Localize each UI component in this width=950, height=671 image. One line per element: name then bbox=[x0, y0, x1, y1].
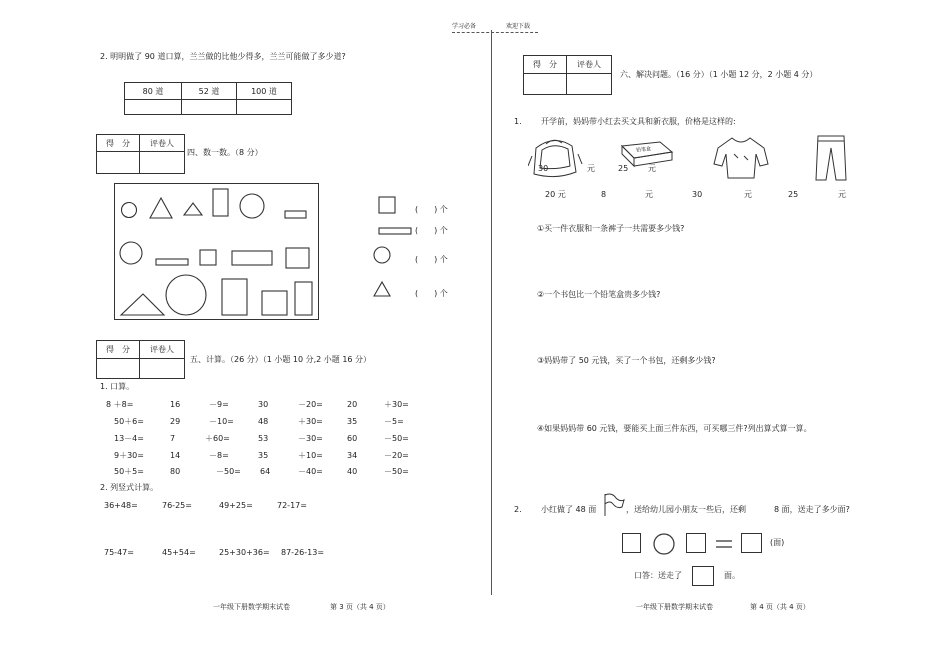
left-q2-text: 2. 明明做了 90 道口算，兰兰做的比他少得多，兰兰可能做了多少道? bbox=[100, 52, 346, 61]
oral-item: －20= bbox=[384, 451, 409, 460]
header-left: 学习必备 bbox=[452, 23, 477, 30]
oral-label: 1. 口算。 bbox=[100, 382, 135, 391]
oral-item: 16 bbox=[170, 400, 181, 409]
price-unit: 元 bbox=[744, 190, 752, 199]
right-q2-number: 2. bbox=[514, 505, 522, 514]
square-shape bbox=[200, 250, 216, 265]
option-cell: 100 道 bbox=[237, 83, 292, 100]
price-unit: 元 bbox=[645, 190, 653, 199]
right-q2-text-b: ，送给幼儿园小朋友一些后，还剩 bbox=[626, 505, 746, 514]
grader-label: 评卷人 bbox=[567, 56, 612, 74]
count-blank-square[interactable]: ( ) 个 bbox=[415, 205, 448, 214]
oral-item: 35 bbox=[258, 451, 269, 460]
triangle-shape bbox=[150, 198, 172, 218]
equation-blank[interactable] bbox=[622, 533, 641, 553]
circle-shape bbox=[122, 203, 137, 218]
pants-icon bbox=[812, 134, 850, 182]
right-q2-text-c: 8 面，送走了多少面? bbox=[774, 505, 850, 514]
oral-item: 29 bbox=[170, 417, 181, 426]
count-blank-triangle[interactable]: ( ) 个 bbox=[415, 289, 448, 298]
oral-item: －9= bbox=[209, 400, 229, 409]
equation-blank[interactable] bbox=[686, 533, 706, 553]
score-table-sec6 bbox=[523, 55, 612, 95]
score-cell[interactable] bbox=[524, 74, 567, 95]
equation-circle-blank[interactable] bbox=[652, 532, 676, 556]
vertical-item: 76-25= bbox=[162, 501, 192, 510]
equals-sign-icon bbox=[714, 538, 734, 550]
oral-item: 53 bbox=[258, 434, 269, 443]
option-cell: 80 道 bbox=[125, 83, 182, 100]
oral-item: －50= bbox=[384, 467, 409, 476]
right-footer-title: 一年级下册数学期末试卷 bbox=[636, 603, 713, 611]
oral-item: 60 bbox=[347, 434, 358, 443]
price-value: 20 元 bbox=[545, 190, 566, 199]
header-rule bbox=[452, 32, 538, 33]
oral-item: 7 bbox=[170, 434, 176, 443]
score-table-sec5 bbox=[96, 340, 185, 379]
vertical-item: 25+30+36= bbox=[219, 548, 270, 557]
oral-item: ＋30= bbox=[384, 400, 409, 409]
triangle-icon bbox=[374, 282, 390, 296]
price-unit: 元 bbox=[838, 190, 846, 199]
oral-item: 8 ＋8= bbox=[106, 400, 134, 409]
price-mark: 元 bbox=[648, 164, 656, 173]
right-q1-text: 开学前，妈妈带小红去买文具和新衣服，价格是这样的: bbox=[541, 117, 736, 126]
oral-item: 9＋30= bbox=[114, 451, 144, 460]
right-q1-number: 1. bbox=[514, 117, 522, 126]
vertical-item: 72-17= bbox=[277, 501, 307, 510]
circle-shape bbox=[166, 275, 206, 315]
oral-item: －40= bbox=[298, 467, 323, 476]
sub-question-2: ②一个书包比一个铅笔盒贵多少钱? bbox=[537, 290, 661, 299]
answer-prefix: 口答：送走了 bbox=[634, 571, 682, 580]
oral-item: －5= bbox=[384, 417, 404, 426]
left-footer-page: 第 3 页（共 4 页） bbox=[330, 603, 390, 611]
sec5-title: 五、计算。（26 分）（1 小题 10 分,2 小题 16 分） bbox=[190, 355, 372, 364]
oral-item: 40 bbox=[347, 467, 358, 476]
price-value: 8 bbox=[601, 190, 607, 199]
right-q2-text-a: 小红做了 48 面 bbox=[541, 505, 597, 514]
oral-item: 20 bbox=[347, 400, 358, 409]
score-cell[interactable] bbox=[97, 152, 140, 174]
square-shape bbox=[262, 291, 287, 315]
count-blank-rectangle[interactable]: ( ) 个 bbox=[415, 226, 448, 235]
vertical-item: 87-26-13= bbox=[281, 548, 325, 557]
rectangle-shape bbox=[156, 259, 188, 265]
left-q2-options-table bbox=[124, 82, 292, 115]
shapes-drawing bbox=[114, 183, 319, 320]
page-divider bbox=[491, 30, 492, 595]
count-shapes bbox=[368, 192, 418, 304]
oral-item: －20= bbox=[298, 400, 323, 409]
oral-item: －10= bbox=[209, 417, 234, 426]
answer-cell[interactable] bbox=[182, 100, 237, 115]
oral-item: 35 bbox=[347, 417, 358, 426]
grader-cell[interactable] bbox=[567, 74, 612, 95]
oral-item: －50= bbox=[384, 434, 409, 443]
oral-item: ＋10= bbox=[298, 451, 323, 460]
vertical-item: 49+25= bbox=[219, 501, 253, 510]
price-value: 30 bbox=[692, 190, 703, 199]
vertical-item: 45+54= bbox=[162, 548, 196, 557]
vertical-item: 36+48= bbox=[104, 501, 138, 510]
flag-icon bbox=[602, 492, 626, 518]
option-cell: 52 道 bbox=[182, 83, 237, 100]
sub-question-4: ④如果妈妈带 60 元钱，要能买上面三件东西，可买哪三件?列出算式算一算。 bbox=[537, 424, 812, 433]
grader-label: 评卷人 bbox=[140, 341, 185, 359]
price-value: 25 bbox=[788, 190, 799, 199]
schoolbag-icon bbox=[528, 134, 583, 182]
oral-item: 80 bbox=[170, 467, 181, 476]
oral-item: 30 bbox=[258, 400, 269, 409]
oral-item: 14 bbox=[170, 451, 181, 460]
shirt-icon bbox=[712, 134, 770, 182]
rectangle-shape bbox=[285, 211, 306, 218]
count-blank-circle[interactable]: ( ) 个 bbox=[415, 255, 448, 264]
oral-item: 64 bbox=[260, 467, 271, 476]
answer-blank[interactable] bbox=[692, 566, 714, 586]
circle-icon bbox=[374, 247, 390, 263]
pencilbox-label: 铅笔盒 bbox=[635, 146, 652, 154]
oral-item: ＋60= bbox=[205, 434, 230, 443]
unit-label: (面) bbox=[770, 538, 785, 547]
oral-item: 50＋6= bbox=[114, 417, 144, 426]
oral-item: 13－4= bbox=[114, 434, 144, 443]
circle-shape bbox=[120, 242, 142, 264]
grader-cell[interactable] bbox=[140, 359, 185, 379]
score-cell[interactable] bbox=[97, 359, 140, 379]
rectangle-icon bbox=[379, 228, 411, 234]
oral-item: ＋30= bbox=[298, 417, 323, 426]
vertical-label: 2. 列竖式计算。 bbox=[100, 483, 159, 492]
score-label: 得 分 bbox=[524, 56, 567, 74]
right-footer-page: 第 4 页（共 4 页） bbox=[750, 603, 810, 611]
vertical-item: 75-47= bbox=[104, 548, 134, 557]
sub-question-1: ①买一件衣服和一条裤子一共需要多少钱? bbox=[537, 224, 685, 233]
rectangle-shape bbox=[232, 251, 272, 265]
answer-cell[interactable] bbox=[125, 100, 182, 115]
oral-item: 34 bbox=[347, 451, 358, 460]
price-mark: 30 bbox=[538, 164, 549, 173]
header-right: 欢迎下载 bbox=[506, 23, 531, 30]
grader-label: 评卷人 bbox=[140, 135, 185, 152]
sub-question-3: ③妈妈带了 50 元钱，买了一个书包，还剩多少钱? bbox=[537, 356, 716, 365]
score-table-sec4 bbox=[96, 134, 185, 174]
left-footer-title: 一年级下册数学期末试卷 bbox=[213, 603, 290, 611]
oral-item: －30= bbox=[298, 434, 323, 443]
triangle-shape bbox=[184, 203, 202, 215]
triangle-shape bbox=[121, 294, 164, 315]
score-label: 得 分 bbox=[97, 135, 140, 152]
price-mark: 元 bbox=[587, 164, 595, 173]
square-icon bbox=[379, 197, 395, 213]
rectangle-shape bbox=[295, 282, 312, 315]
circle-shape bbox=[240, 194, 264, 218]
rectangle-shape bbox=[213, 189, 228, 216]
rectangle-shape bbox=[222, 279, 247, 315]
oral-item: 48 bbox=[258, 417, 269, 426]
score-label: 得 分 bbox=[97, 341, 140, 359]
oral-item: －8= bbox=[209, 451, 229, 460]
sec6-title: 六、解决问题。（16 分）（1 小题 12 分，2 小题 4 分） bbox=[620, 70, 818, 79]
oral-item: －50= bbox=[216, 467, 241, 476]
equation-answer-blank[interactable] bbox=[741, 533, 762, 553]
answer-suffix: 面。 bbox=[724, 571, 740, 580]
answer-cell[interactable] bbox=[237, 100, 292, 115]
oral-item: 50＋5= bbox=[114, 467, 144, 476]
square-shape bbox=[286, 248, 309, 268]
grader-cell[interactable] bbox=[140, 152, 185, 174]
sec4-title: 四、数一数。（8 分） bbox=[187, 148, 263, 157]
price-mark: 25 bbox=[618, 164, 629, 173]
